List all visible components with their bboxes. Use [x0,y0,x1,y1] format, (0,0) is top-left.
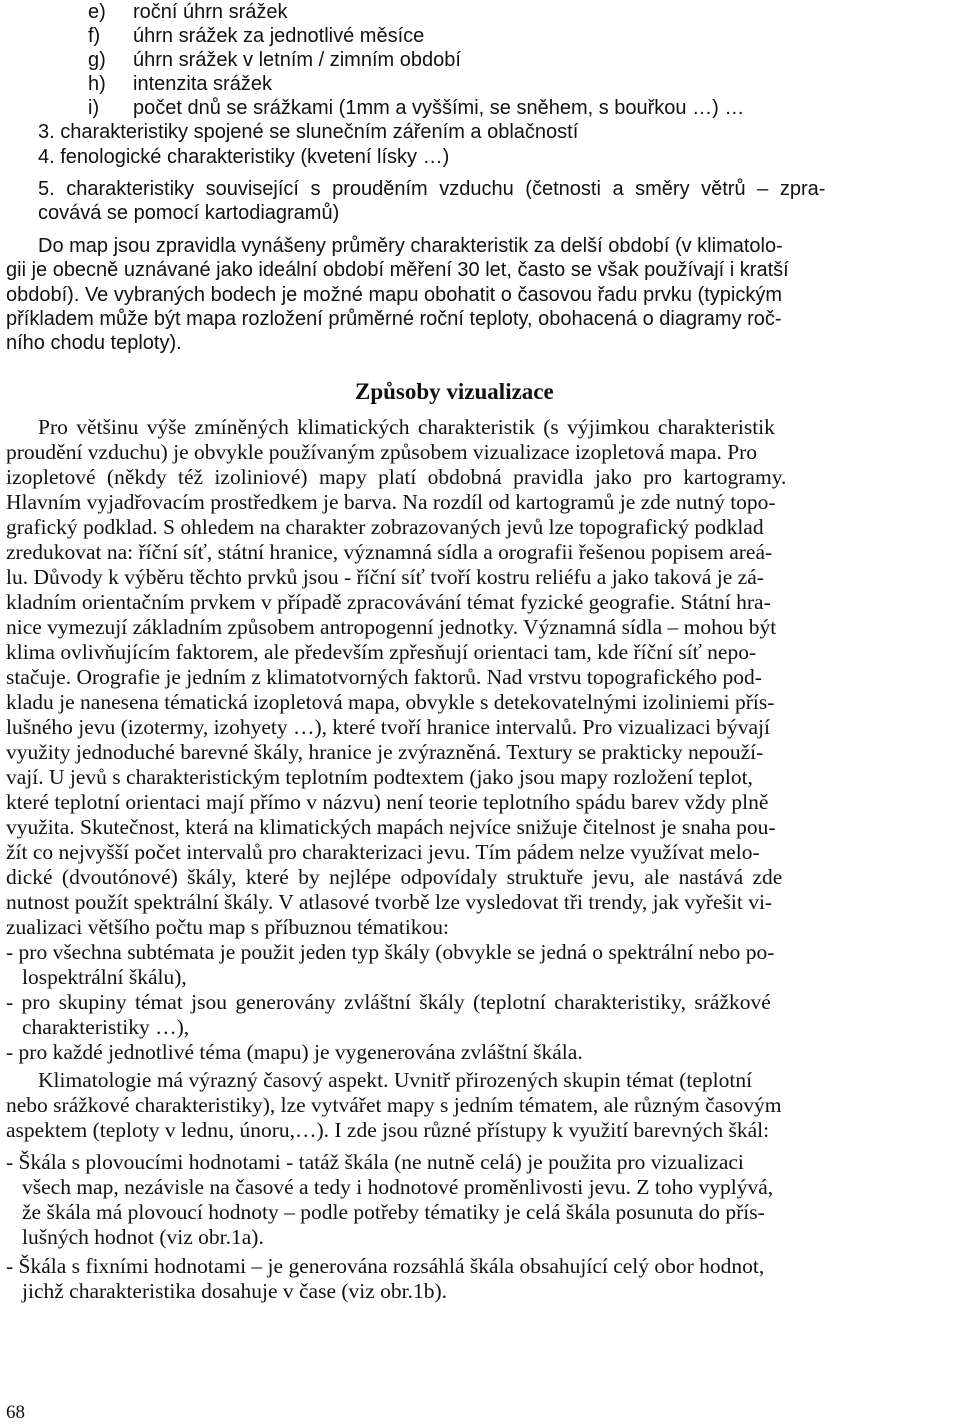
text-line: 3. charakteristiky spojené se slunečním zářením a oblačností [38,121,579,143]
list-item-continuation: lospektrální škálu), [22,965,187,989]
text-line: 4. fenologické charakteristiky (kvetení lísky …) [38,146,450,168]
text-line: nebo srážkové charakteristiky), lze vytvářet mapy s jedním tématem, ale různým časovým [6,1093,782,1117]
text-line: využity jednoduché barevné škály, hranice je zvýrazněná. Textury se prakticky nepouží- [6,740,764,764]
text-line: grafický podklad. S ohledem na charakter zobrazovaných jevů lze topografický podklad [6,515,764,539]
text-line: covává se pomocí kartodiagramů) [38,202,340,224]
text-line: Klimatologie má výrazný časový aspekt. Uvnitř přirozených skupin témat (teplotní [38,1068,753,1092]
text-line: dické (dvoutónové) škály, které by nejlépe odpovídaly struktuře jevu, ale nastává zde [6,865,783,889]
list-item: - Škála s fixními hodnotami – je generována rozsáhlá škála obsahující celý obor hodnot, [6,1254,765,1278]
text-line: izopletové (někdy též izoliniové) mapy platí obdobná pravidla jako pro kartogramy. [6,465,787,489]
text-line: gii je obecně uznávané jako ideální období měření 30 let, často se však používají i kratší [6,259,789,281]
list-item: - pro každé jednotlivé téma (mapu) je vygenerována zvláštní škála. [6,1040,583,1064]
text-line: proudění vzduchu) je obvykle používaným způsobem vizualizace izopletová mapa. Pro [6,440,758,464]
list-item: - pro všechna subtémata je použit jeden typ škály (obvykle se jedná o spektrální nebo po- [6,940,775,964]
text-line: lušného jevu (izotermy, izohyety …), které tvoří hranice intervalů. Pro vizualizaci bývají [6,715,770,739]
text-line: aspektem (teploty v lednu, únoru,…). I zde jsou různé přístupy k využití barevných škál: [6,1118,770,1142]
text-line: které teplotní orientaci mají přímo v názvu) není teorie teplotního spádu barev vždy plně [6,790,769,814]
list-item-h: h) intenzita srážek [88,73,272,95]
text-line: vají. U jevů s charakteristickým teplotním podtextem (jako jsou mapy rozložení teplot, [6,765,753,789]
text-line: období). Ve vybraných bodech je možné mapu obohatit o časovou řadu prvku (typickým [6,284,782,306]
list-item-e: e) roční úhrn srážek [88,1,288,23]
text-line: kladním orientačním prvkem v případě zpracovávání témat fyzické geografie. Státní hra- [6,590,771,614]
text-line: Pro většinu výše zmíněných klimatických charakteristik (s výjimkou charakteristik [38,415,775,439]
text-line: zualizaci většího počtu map s příbuznou tématikou: [6,915,450,939]
text-line: Hlavním vyjadřovacím prostředkem je barva. Na rozdíl od kartogramů je zde nutný topo- [6,490,776,514]
text-line: stačuje. Orografie je jedním z klimatotvorných faktorů. Nad vrstvu topografického pod- [6,665,762,689]
text-line: zredukovat na: říční síť, státní hranice, významná sídla a orografii řešenou popisem areá- [6,540,773,564]
text-line: příkladem může být mapa rozložení průměrné roční teploty, obohacená o diagramy roč- [6,308,782,330]
text-line: kladu je nanesena tématická izopletová mapa, obvykle s detekovatelnými izoliniemi přís- [6,690,775,714]
list-item-continuation: všech map, nezávisle na časové a tedy i hodnotové proměnlivosti jevu. Z toho vyplývá, [22,1175,774,1199]
text-line: ního chodu teploty). [6,332,182,354]
text-line: Do map jsou zpravidla vynášeny průměry charakteristik za delší období (v klimatolo- [38,235,783,257]
list-item-g: g) úhrn srážek v letním / zimním období [88,49,461,71]
list-item-i: i) počet dnů se srážkami (1mm a vyššími, se sněhem, s bouřkou …) … [88,97,745,119]
list-item: - Škála s plovoucími hodnotami - tatáž škála (ne nutně celá) je použita pro vizualizaci [6,1150,744,1174]
text-line: 5. charakteristiky související s prouděním vzduchu (četnosti a směry větrů – zpra- [38,178,826,200]
text-line: využita. Skutečnost, která na klimatických mapách nejvíce snižuje čitelnost je snaha pou- [6,815,776,839]
list-item: - pro skupiny témat jsou generovány zvláštní škály (teplotní charakteristiky, srážkové [6,990,771,1014]
text-line: klima ovlivňujícím faktorem, ale především zpřesňují orientaci tam, kde říční síť nepo- [6,640,757,664]
page-number: 68 [6,1402,25,1423]
text-line: nutnost použít spektrální škály. V atlasové tvorbě lze vysledovat tři trendy, jak vyřešit vi- [6,890,773,914]
section-heading: Způsoby vizualizace [355,379,554,404]
text-line: nice vymezují základním způsobem antropogenní jednotky. Významná sídla – mohou být [6,615,777,639]
text-line: lu. Důvody k výběru těchto prvků jsou - říční síť tvoří kostru reliéfu a jako taková je zá- [6,565,764,589]
list-item-continuation: lušných hodnot (viz obr.1a). [22,1225,264,1249]
text-line: žít co nejvyšší počet intervalů pro charakterizaci jevu. Tím pádem nelze využívat melo- [6,840,760,864]
list-item-continuation: charakteristiky …), [22,1015,190,1039]
list-item-f: f) úhrn srážek za jednotlivé měsíce [88,25,425,47]
list-item-continuation: jichž charakteristika dosahuje v čase (viz obr.1b). [22,1279,448,1303]
list-item-continuation: že škála má plovoucí hodnoty – podle potřeby tématiky je celá škála posunuta do přís- [22,1200,765,1224]
